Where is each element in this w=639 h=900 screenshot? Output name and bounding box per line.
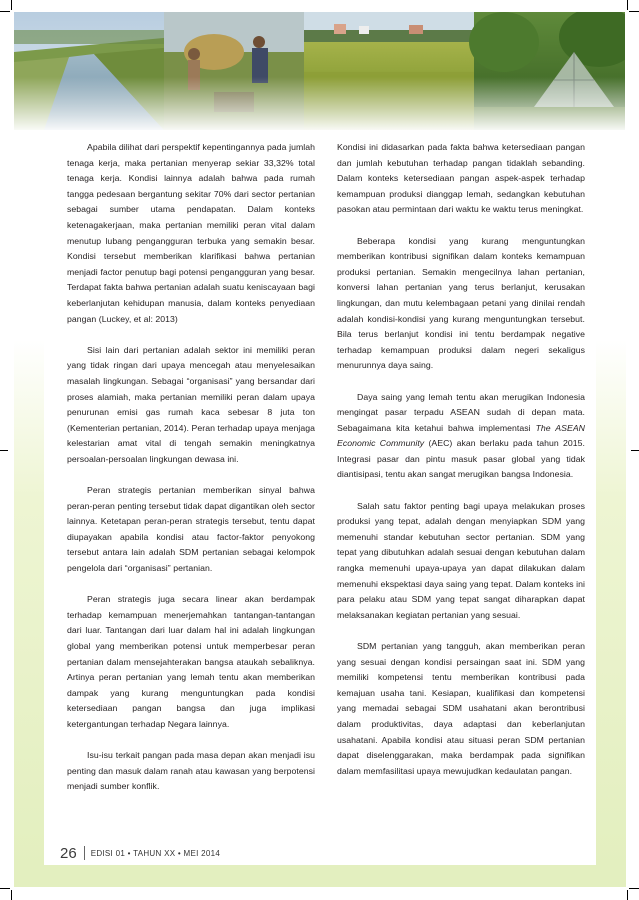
decorative-green-band	[596, 340, 626, 865]
crop-mark	[629, 888, 639, 889]
footer-divider	[84, 846, 85, 860]
page-footer	[60, 843, 220, 863]
header-photo-collage	[14, 12, 625, 130]
decorative-green-band	[14, 340, 44, 865]
paragraph: Sisi lain dari pertanian adalah sektor ini memiliki peran yang tidak ringan dari upaya mencegah atau menyelesaikan masalah lingkungan. Sebagai “organisasi” yang bersandar dari proses alamiah, maka pertanian memiliki peran dalam upaya penurunan emisi gas rumah kaca sebesar 8 juta ton (Kementerian pertanian, 2014). Peran terhadap upaya menjaga kelestarian amat vital di tengah semakin meningkatnya persoalan-persoalan lingkungan dewasa ini.	[67, 344, 315, 464]
crop-mark	[631, 450, 639, 451]
paragraph: Peran strategis juga secara linear akan berdampak terhadap kemampuan menerjemahkan tantangan-tantangan dari luar. Tantangan dari luar dalam hal ini adalah lingkungan global yang memberikan potensi untuk memperbesar peran pertanian dalam mensejahterakan bangsa ataukah sebaliknya. Artinya peran pertanian yang lemah tentu akan memberikan dampak yang kurang menguntungkan pada kondisi ketersediaan pangan bangsa dan juga implikasi ketergantungan terhadap Negara lainnya.	[67, 594, 315, 729]
issue-info: EDISI 01 • TAHUN XX • MEI 2014	[90, 848, 221, 858]
crop-mark	[627, 0, 628, 10]
paragraph-text: Daya saing yang lemah tentu akan merugikan Indonesia mengingat pasar terpadu ASEAN sudah di depan mata. Sebagaimana kita ketahui bahwa implementasi	[337, 391, 585, 433]
crop-mark	[627, 890, 628, 900]
paragraph: SDM pertanian yang tangguh, akan memberikan peran yang sesuai dengan kondisi persaingan saat ini. SDM yang memiliki kompetensi tentu memberikan kontribusi pada kemajuan usaha tani. Kesiapan, kualifikasi dan kompetensi yang memadai sebagai SDM usahatani akan berontribusi dalam produktivitas, daya adaptasi dan keberlanjutan usahatani. Apabila kondisi atau situasi peran SDM pertanian dapat diselenggarakan, maka berdampak pada signifikan dalam memfasilitasi upaya mewujudkan kedaulatan pangan.	[337, 641, 585, 776]
left-text-column	[67, 140, 315, 795]
paragraph: Beberapa kondisi yang kurang menguntungkan memberikan kontribusi signifikan dalam konteks kemampuan produksi pertanian. Semakin mengecilnya lahan pertanian, konversi lahan pertanian yang terus berlanjut, kerusakan lingkungan, dan mutu kelembagaan petani yang dinilai rendah adalah kondisi-kondisi yang kurang menguntungkan tersebut. Bila terus berlanjut kondisi ini tentu berdampak negative terhadap kemampuan produksi dalam negeri sekaligus menurunnya daya saing.	[337, 235, 585, 371]
paragraph: Apabila dilihat dari perspektif kepentingannya pada jumlah tenaga kerja, maka pertanian menyerap sekiar 33,32% total tenaga kerja. Kondisi lainnya adalah bahwa pada rumah tangga pedesaan bergantung sekitar 70% dari sector pertanian sebagai sumber utama pendapatan. Dalam konteks ketenagakerjaan, maka pertanian memiliki peran vital dalam menutup lubang pengangguran terbuka yang semakin besar. Kondisi tersebut memberikan klarifikasi bahwa pertanian menjadi factor penutup bagi potensi pengangguran yang besar. Terdapat fakta bahwa pertanian adalah suatu keniscayaan bagi keberlanjutan kehidupan manusia, dalam konteks penyediaan pangan (Luckey, et al: 2013)	[67, 142, 315, 324]
crop-mark	[11, 890, 12, 900]
paragraph: Salah satu faktor penting bagi upaya melakukan proses produksi yang tepat, adalah dengan menyiapkan SDM yang memenuhi standar kebutuhan sector pertanian. SDM yang tepat yang dibutuhkan adalah sesuai dengan kebutuhan dalam rangka memenuhi upaya-upaya yan dapat dilakukan dalam memenuhi ekspektasi daya saing yang tepat. Dalam konteks ini para pelaku atau SDM yang tepat sangat diharapkan dapat melaksanakan kegiatan pertanian yang sesuai.	[337, 500, 585, 620]
paragraph: Isu-isu terkait pangan pada masa depan akan menjadi isu penting dan masuk dalam ranah atau kawasan yang berpotensi menjadi sumber konflik.	[67, 750, 315, 792]
crop-mark	[0, 450, 8, 451]
crop-mark	[0, 888, 10, 889]
paragraph: Kondisi ini didasarkan pada fakta bahwa ketersediaan pangan dan jumlah kebutuhan terhadap pangan tidaklah sebanding. Dalam konteks ketersediaan pangan aspek-aspek terhadap kemampuan produksi dianggap lemah, sedangkan kebutuhan pasokan atau permintaan dari waktu ke waktu terus meningkat.	[337, 142, 585, 215]
right-text-column	[337, 140, 585, 779]
decorative-green-footer-band	[14, 865, 626, 887]
italic-term: The ASEAN Economic Community	[337, 422, 585, 449]
crop-mark	[11, 0, 12, 10]
paragraph-text: (AEC) akan berlaku pada tahun 2015. Integrasi pasar dan pintu masuk pasar global yang tidak diantisipasi, tentu akan sangat merugikan bangsa Indonesia.	[337, 438, 585, 480]
paragraph	[337, 390, 585, 484]
crop-mark	[629, 11, 639, 12]
crop-mark	[0, 11, 10, 12]
page-number: 26	[60, 844, 77, 862]
paragraph: Peran strategis pertanian memberikan sinyal bahwa peran-peran penting tersebut tidak dapat digantikan oleh sector lainnya. Ketetapan peran-peran strategis tersebut, tentu dapat diupayakan apabila kondisi atau factor-faktor penyokong tersebut antara lain adalah SDM pertanian sebagai kelompok pengelola dari “organisasi” pertanian.	[67, 485, 315, 574]
